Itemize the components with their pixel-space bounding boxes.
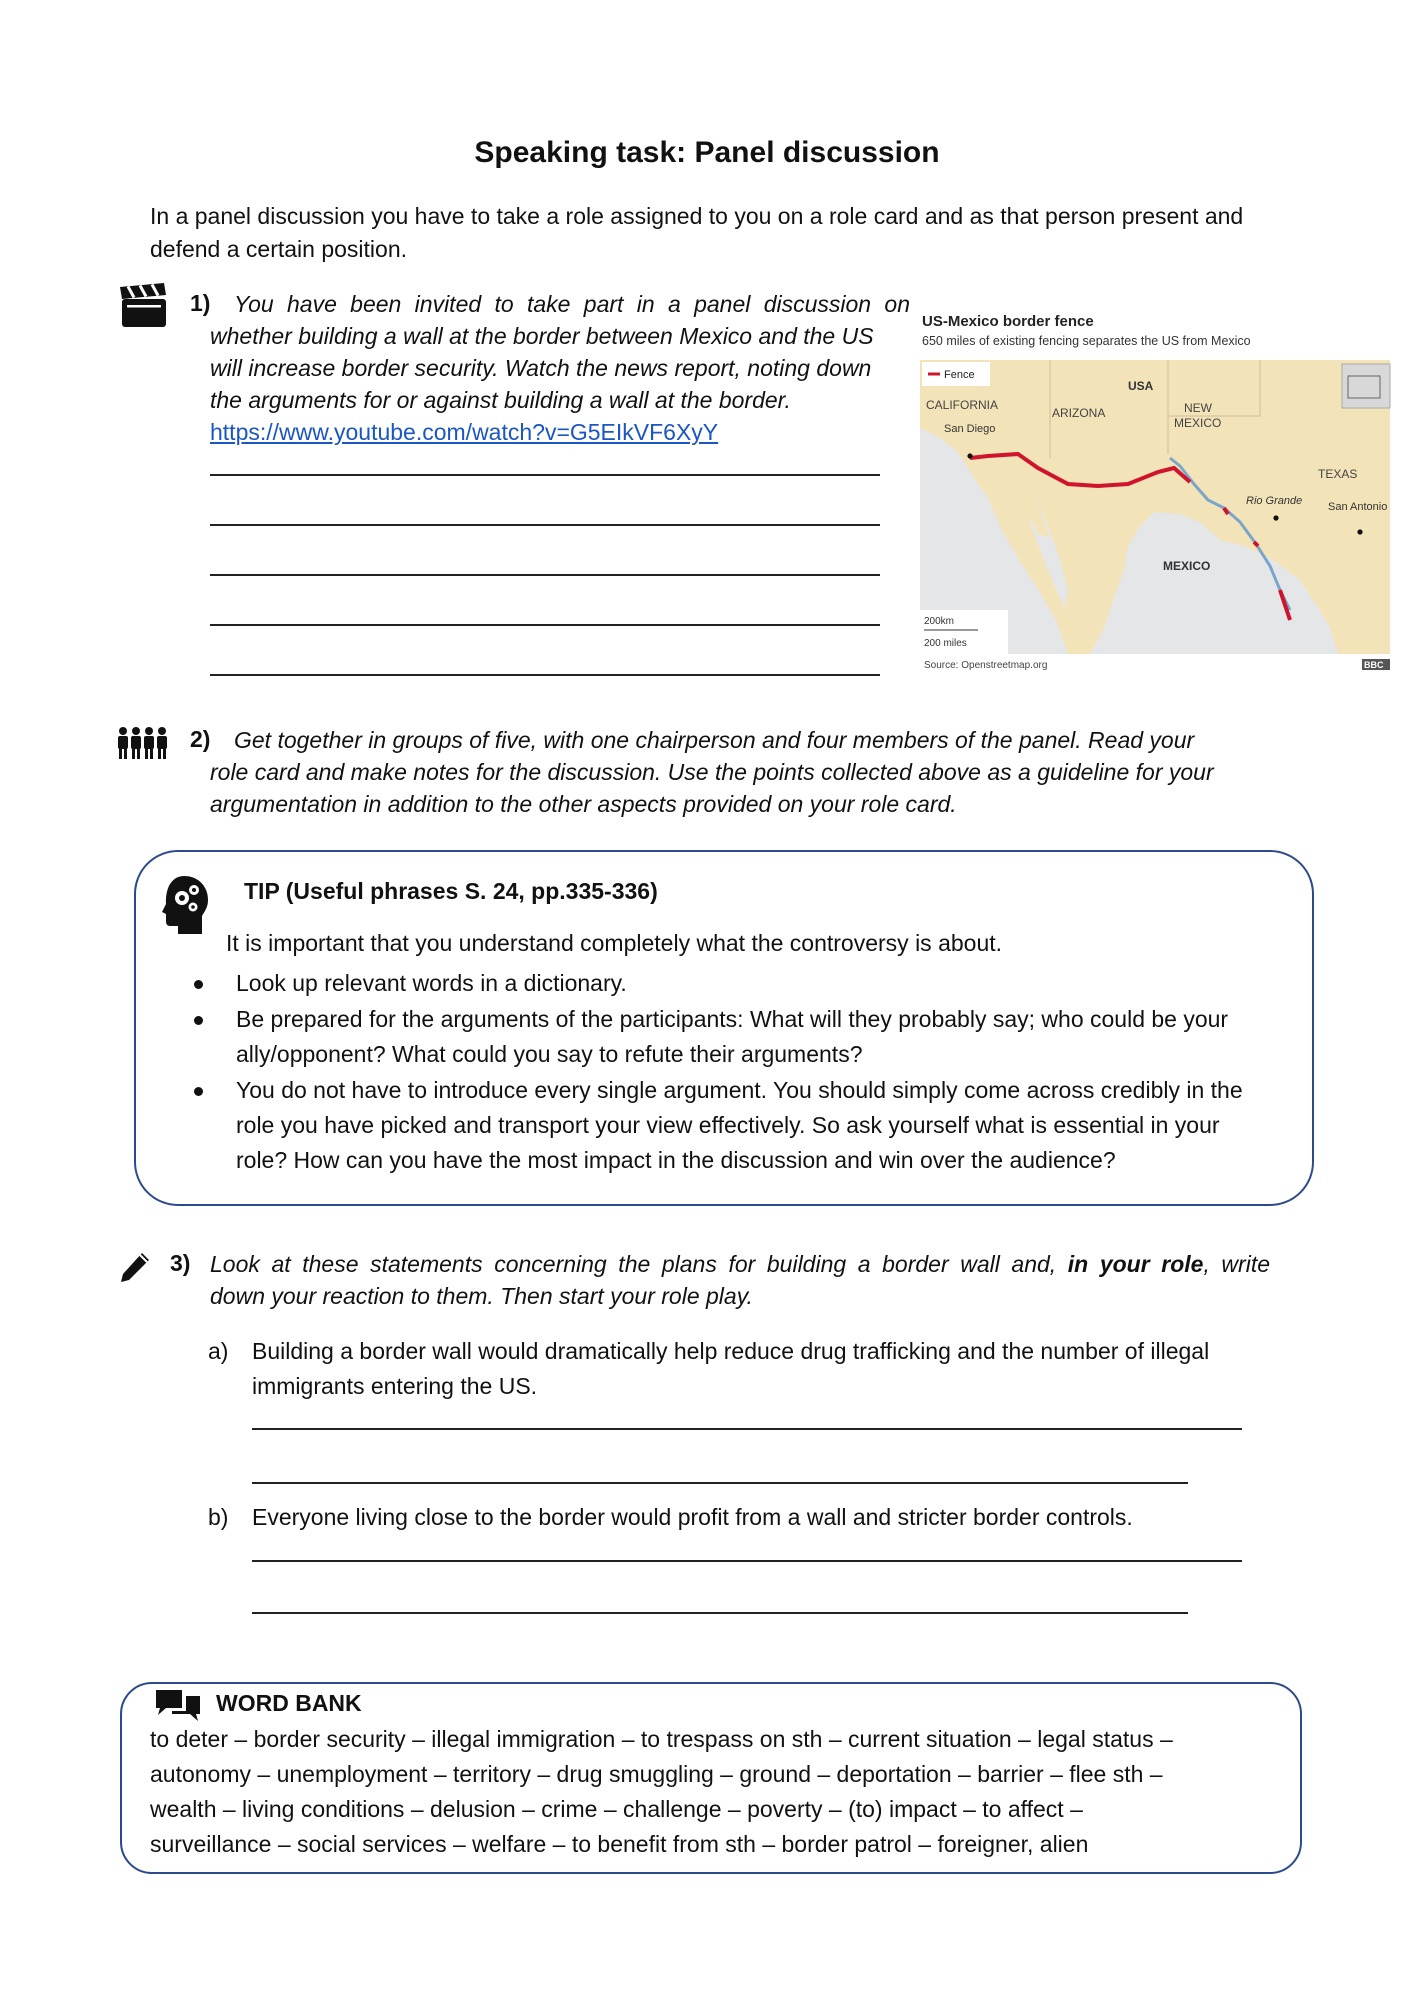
task2-number: 2) bbox=[190, 726, 211, 752]
tip-bullet-list bbox=[190, 966, 1270, 1179]
statement-text bbox=[252, 1334, 1282, 1404]
task1-line: the arguments for or against building a wall at the border. bbox=[210, 387, 791, 413]
head-gears-icon bbox=[162, 874, 212, 936]
pencil-icon bbox=[118, 1250, 152, 1284]
bullet-icon bbox=[194, 1087, 203, 1096]
list-item bbox=[190, 966, 1270, 1001]
label-usa: USA bbox=[1128, 379, 1154, 393]
label-san-diego: San Diego bbox=[944, 423, 996, 435]
label-mexico: MEXICO bbox=[1163, 559, 1211, 573]
task1-line: You have been invited to take part in a panel discussion on bbox=[234, 291, 910, 317]
scale-km: 200km bbox=[924, 616, 955, 627]
word-bank-line: autonomy – unemployment – territory – drug smuggling – ground – deportation – barrier – flee sth – bbox=[150, 1761, 1163, 1787]
task3-line bbox=[210, 1248, 1270, 1280]
statement-letter: a) bbox=[208, 1338, 229, 1364]
legend-fence-label: Fence bbox=[944, 369, 975, 381]
answer-line[interactable] bbox=[210, 674, 880, 676]
task2-line: Get together in groups of five, with one chairperson and four members of the panel. Read your bbox=[234, 727, 1195, 753]
answer-line[interactable] bbox=[210, 524, 880, 526]
task3-instructions bbox=[210, 1248, 1270, 1312]
task3-line-start: Look at these statements concerning the plans for building a border wall and, bbox=[210, 1251, 1068, 1277]
statement-line: immigrants entering the US. bbox=[252, 1373, 538, 1399]
intro-paragraph: In a panel discussion you have to take a role assigned to you on a role card and as that person present and defend a certain position. bbox=[150, 203, 1244, 262]
statement-letter: b) bbox=[208, 1504, 229, 1530]
tip-bullet-text: You do not have to introduce every single argument. You should simply come across credibly in the role you have picked and transport your view effectively. So ask yourself what is essential in your role? How can you have the most impact in the discussion and win over the audience? bbox=[236, 1077, 1243, 1173]
answer-line[interactable] bbox=[210, 474, 880, 476]
answer-line[interactable] bbox=[252, 1560, 1242, 1562]
word-bank-line: surveillance – social services – welfare – to benefit from sth – border patrol – foreigner, alien bbox=[150, 1831, 1089, 1857]
bullet-icon bbox=[194, 980, 203, 989]
map-source: Source: Openstreetmap.org bbox=[924, 660, 1048, 671]
task1-line: whether building a wall at the border between Mexico and the US bbox=[210, 323, 874, 349]
label-new-mexico: MEXICO bbox=[1174, 416, 1222, 430]
bullet-icon bbox=[194, 1016, 203, 1025]
answer-line[interactable] bbox=[210, 624, 880, 626]
city-dot-san-antonio bbox=[1357, 529, 1362, 534]
label-rio-grande: Rio Grande bbox=[1246, 495, 1303, 507]
city-dot-rio-grande bbox=[1273, 515, 1278, 520]
label-california: CALIFORNIA bbox=[926, 398, 999, 412]
task3-line-end: , write bbox=[1203, 1251, 1270, 1277]
word-bank-line: to deter – border security – illegal immigration – to trespass on sth – current situation – legal status – bbox=[150, 1726, 1173, 1752]
task2-instructions bbox=[210, 724, 1290, 820]
task1-line: will increase border security. Watch the news report, noting down bbox=[210, 355, 872, 381]
list-item bbox=[190, 1002, 1270, 1072]
tip-title: TIP (Useful phrases S. 24, pp.335-336) bbox=[244, 878, 658, 904]
city-dot-san-diego bbox=[967, 453, 972, 458]
task1-instructions bbox=[210, 288, 910, 448]
group-icon bbox=[116, 726, 170, 760]
map-subtitle: 650 miles of existing fencing separates the US from Mexico bbox=[922, 334, 1251, 348]
map-title: US-Mexico border fence bbox=[922, 313, 1094, 330]
task3-number: 3) bbox=[170, 1250, 191, 1276]
task2-line: role card and make notes for the discussion. Use the points collected above as a guideline for your bbox=[210, 759, 1214, 785]
statement-line: Building a border wall would dramatically help reduce drug trafficking and the number of illegal bbox=[252, 1338, 1210, 1364]
label-san-antonio: San Antonio bbox=[1328, 501, 1388, 513]
statement-text: Everyone living close to the border would profit from a wall and stricter border controls. bbox=[252, 1504, 1133, 1530]
speech-bubbles-icon bbox=[154, 1688, 202, 1722]
answer-line[interactable] bbox=[252, 1428, 1242, 1430]
answer-line[interactable] bbox=[210, 574, 880, 576]
tip-bullet-text: Look up relevant words in a dictionary. bbox=[236, 970, 627, 996]
list-item bbox=[190, 1073, 1270, 1178]
task2-line: argumentation in addition to the other aspects provided on your role card. bbox=[210, 791, 957, 817]
tip-intro: It is important that you understand completely what the controversy is about. bbox=[226, 930, 1003, 956]
clapperboard-icon bbox=[118, 283, 170, 329]
map-inset bbox=[1342, 364, 1390, 408]
task1-number: 1) bbox=[190, 290, 211, 316]
bbc-logo-text: BBC bbox=[1364, 660, 1384, 670]
label-arizona: ARIZONA bbox=[1052, 406, 1106, 420]
answer-line[interactable] bbox=[252, 1482, 1188, 1484]
tip-bullet-text: Be prepared for the arguments of the participants: What will they probably say; who could be your ally/opponent? What could you say to refute their arguments? bbox=[236, 1006, 1229, 1067]
page-title: Speaking task: Panel discussion bbox=[474, 136, 940, 169]
answer-line[interactable] bbox=[252, 1612, 1188, 1614]
task3-line: down your reaction to them. Then start your role play. bbox=[210, 1283, 753, 1309]
news-report-link[interactable]: https://www.youtube.com/watch?v=G5EIkVF6XyY bbox=[210, 419, 719, 445]
scale-miles: 200 miles bbox=[924, 638, 967, 649]
label-new-mexico: NEW bbox=[1184, 401, 1212, 415]
border-fence-map bbox=[918, 308, 1392, 672]
label-texas: TEXAS bbox=[1318, 467, 1358, 481]
word-bank-line: wealth – living conditions – delusion – crime – challenge – poverty – (to) impact – to affect – bbox=[150, 1796, 1083, 1822]
word-bank-text bbox=[150, 1722, 1270, 1862]
task3-emphasis: in your role bbox=[1067, 1251, 1204, 1277]
word-bank-title: WORD BANK bbox=[216, 1690, 362, 1716]
